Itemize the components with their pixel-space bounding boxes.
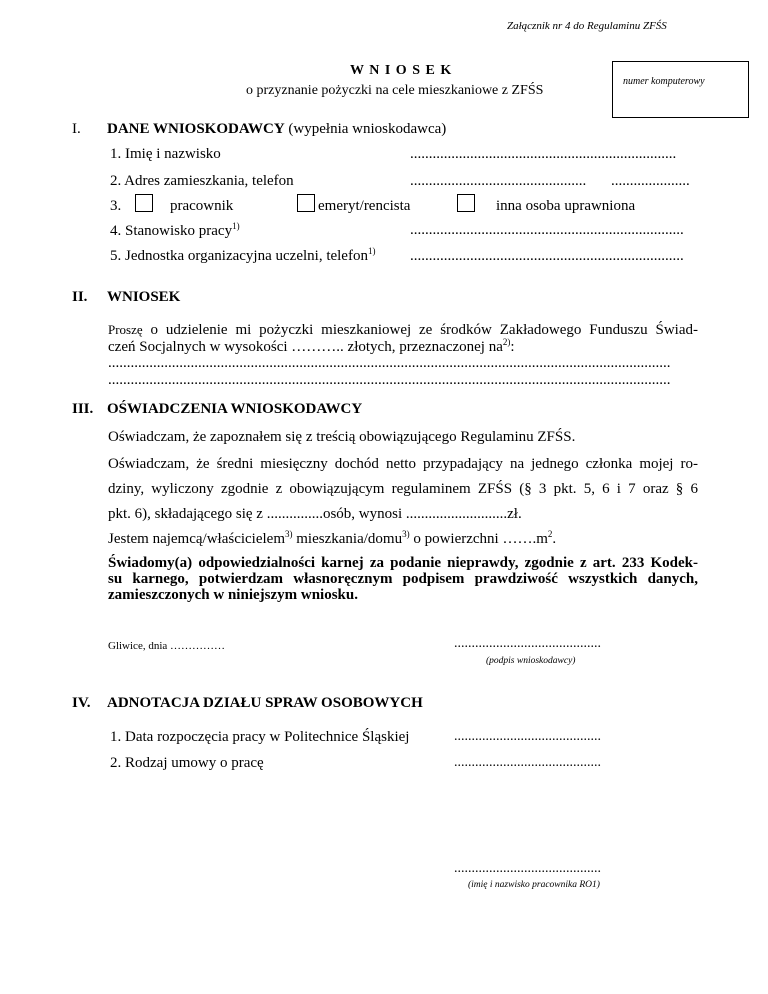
request-purpose-dots-2[interactable]: ...................................................................................................................................................... [108,372,671,388]
field-address-label: 2. Adres zamieszkania, telefon [110,173,294,189]
field-position-text: 4. Stanowisko pracy [110,223,233,239]
statement-tenancy-a: Jestem najemcą/właścicielem [108,531,286,547]
hr-signature-dots[interactable]: .......................................... [454,861,601,876]
applicant-signature-label: (podpis wnioskodawcy) [486,656,576,666]
option-emeryt-label: emeryt/rencista [318,198,411,214]
field-name-label: 1. Imię i nazwisko [110,146,221,162]
statement-income-line-2: dziny, wyliczony zgodnie z obowiązującym regulaminem ZFŚS (§ 3 pkt. 5, 6 i 7 oraz § 6 [108,481,698,497]
liability-line-3: zamieszczonych w niniejszym wniosku. [108,587,358,603]
field-address-dots[interactable]: ............................................... [410,173,587,189]
request-word-prosze: Proszę [108,322,143,337]
footnote-ref-1a: 1) [232,221,240,231]
field-position-label [110,223,240,240]
request-line-2 [108,339,515,356]
section-2-number: II. [72,289,88,305]
field-unit-label [110,248,375,265]
form-subtitle: o przyznanie pożyczki na cele mieszkaniowe z ZFŚS [246,83,544,98]
field-unit-dots[interactable]: ......................................................................... [410,248,684,264]
section-1-title-note: (wypełnia wnioskodawca) [284,121,447,137]
checkbox-emeryt[interactable] [297,194,315,212]
request-line-2-text: czeń Socjalnych w wysokości ……….. złotych, przeznaczonej na [108,339,503,355]
statement-tenancy-c: o powierzchni …….m [409,531,548,547]
section-3-number: III. [72,401,94,417]
request-line-2-end: : [510,339,515,355]
footnote-ref-3b: 3) [402,529,410,539]
computer-number-label: numer komputerowy [623,76,705,87]
computer-number-box [612,61,749,118]
option-pracownik-label: pracownik [170,198,234,214]
checkbox-pracownik[interactable] [135,194,153,212]
attachment-note: Załącznik nr 4 do Regulaminu ZFŚS [507,20,667,32]
statement-regulation: Oświadczam, że zapoznałem się z treścią obowiązującego Regulaminu ZFŚS. [108,429,576,445]
section-4-number: IV. [72,695,91,711]
section-3-title: OŚWIADCZENIA WNIOSKODAWCY [107,401,363,417]
liability-line-1: Świadomy(a) odpowiedzialności karnej za podanie nieprawdy, zgodnie z art. 233 Kodek- [108,555,698,571]
field-status-number: 3. [110,198,122,214]
request-line-1 [108,322,698,339]
hr-signature-label: (imię i nazwisko pracownika RO1) [468,880,600,890]
section-1-heading [107,121,446,138]
field-phone-dots[interactable]: ..................... [611,173,690,189]
area-unit-sup: 2 [547,529,553,539]
field-position-dots[interactable]: ......................................................................... [410,222,684,238]
hr-contract-type-dots[interactable]: .......................................... [454,755,601,770]
request-line-1-text: o udzielenie mi pożyczki mieszkaniowej ze środków Zakładowego Funduszu Świad- [142,322,698,338]
footnote-ref-3a: 3) [285,529,293,539]
field-name-dots[interactable]: ....................................................................... [410,146,677,162]
liability-line-2: su karnego, potwierdzam własnoręcznym podpisem prawdziwość wszystkich danych, [108,571,698,587]
place-date-field[interactable]: Gliwice, dnia …………… [108,640,226,652]
section-2-title: WNIOSEK [107,289,181,305]
statement-tenancy-b: mieszkania/domu [292,531,403,547]
statement-income-line-1: Oświadczam, że średni miesięczny dochód netto przypadający na jednego członka mojej ro- [108,456,698,472]
footnote-ref-1b: 1) [367,246,376,256]
checkbox-inna-osoba[interactable] [457,194,475,212]
request-purpose-dots-1[interactable]: ...................................................................................................................................................... [108,355,671,371]
footnote-ref-2: 2) [502,337,511,347]
option-inna-osoba-label: inna osoba uprawniona [496,198,636,214]
section-1-title: DANE WNIOSKODAWCY [107,121,285,137]
hr-start-date-dots[interactable]: .......................................... [454,729,601,744]
statement-tenancy-end: . [552,531,557,547]
statement-income-line-3: pkt. 6), składającego się z ...............osób, wynosi ...........................zł. [108,506,522,522]
section-4-title: ADNOTACJA DZIAŁU SPRAW OSOBOWYCH [107,695,423,711]
statement-tenancy [108,531,556,548]
field-unit-text: 5. Jednostka organizacyjna uczelni, telefon [110,248,368,264]
hr-contract-type-label: 2. Rodzaj umowy o pracę [110,755,264,771]
applicant-signature-dots[interactable]: .......................................... [454,636,601,651]
form-title: W N I O S E K [350,63,453,78]
hr-start-date-label: 1. Data rozpoczęcia pracy w Politechnice Śląskiej [110,729,410,745]
section-1-number: I. [72,121,81,137]
